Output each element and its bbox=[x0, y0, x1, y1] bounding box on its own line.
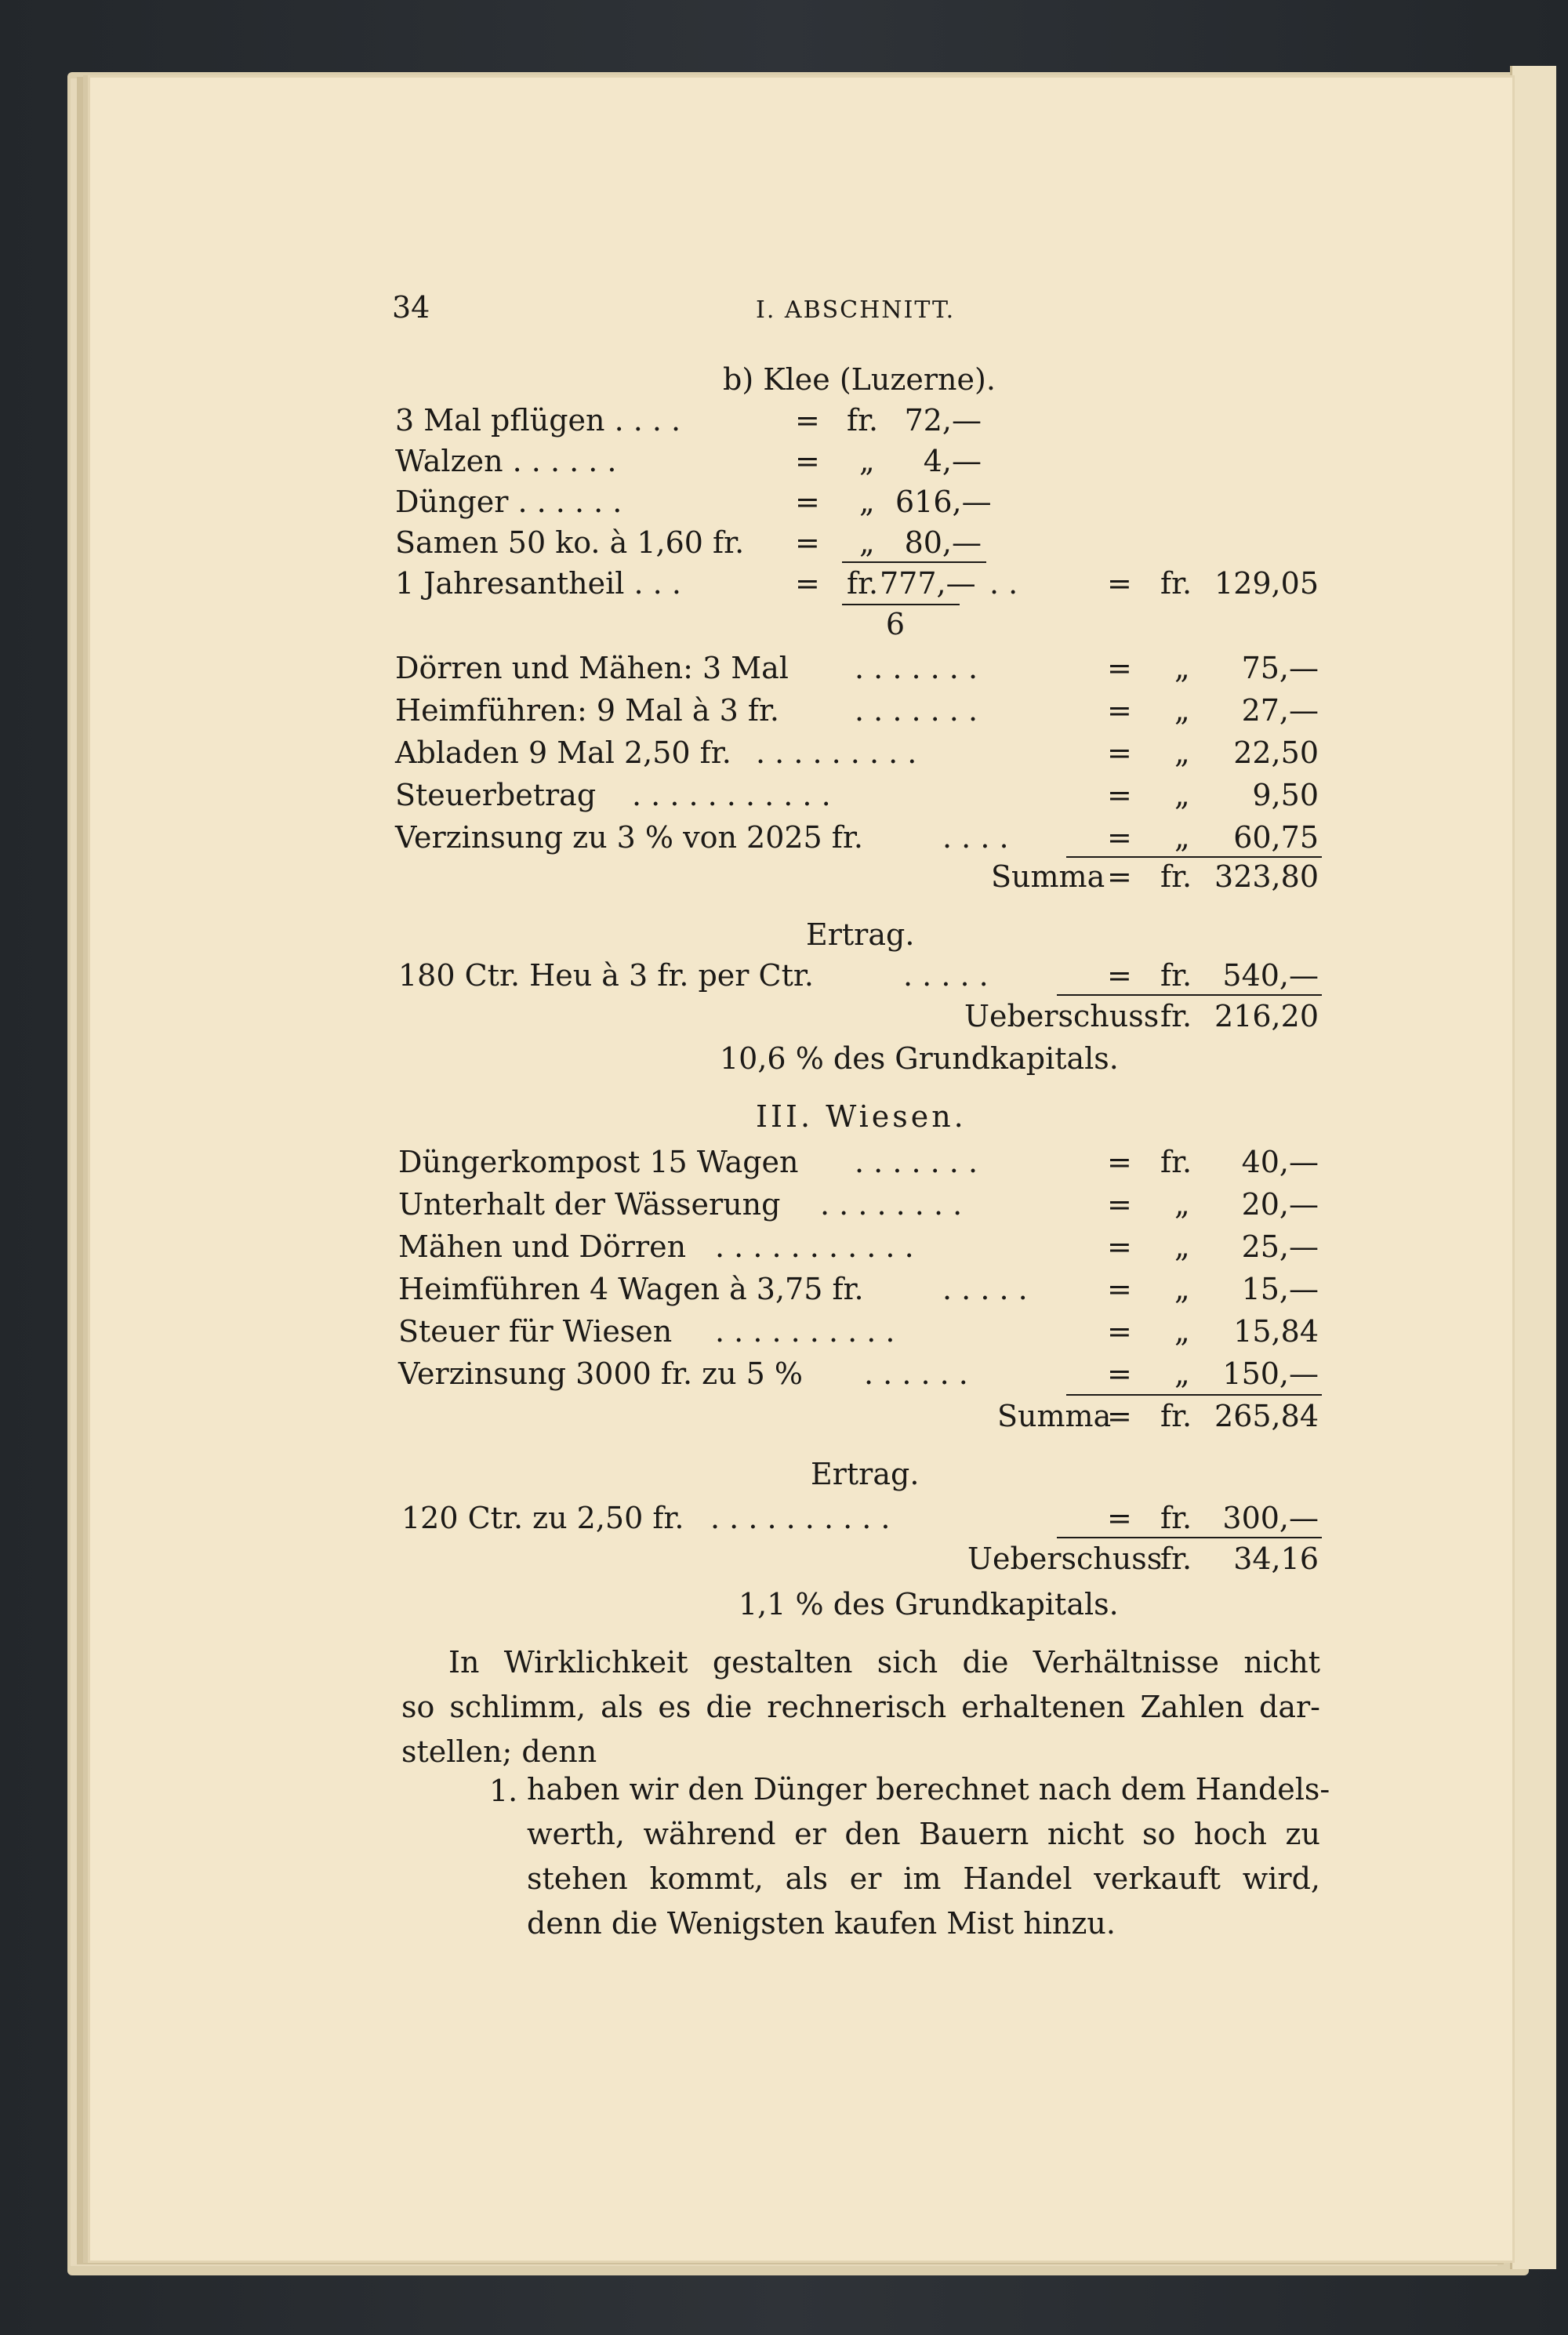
ertrag-heading: Ertrag. bbox=[806, 917, 915, 952]
list-item-number: 1. bbox=[489, 1774, 518, 1808]
section-heading-klee: b) Klee (Luzerne). bbox=[723, 362, 996, 397]
page-number: 34 bbox=[392, 290, 430, 325]
text-line: stehen kommt, als er im Handel verkauft wird, bbox=[527, 1861, 1320, 1896]
ertrag-heading: Ertrag. bbox=[811, 1457, 920, 1491]
fraction-divisor: 6 bbox=[885, 607, 906, 641]
list-item bbox=[527, 1767, 1330, 1946]
total-rule bbox=[1066, 1394, 1322, 1396]
facing-page-edge bbox=[1510, 66, 1556, 2269]
running-head: I. ABSCHNITT. bbox=[756, 296, 956, 324]
book-page: 34 I. ABSCHNITT. b) Klee (Luzerne). 3 Mal pflügen . . . . = fr. 72,— Walzen . . . . . . = „ 4,— Dünger . . . . . . = „ 616,— Samen 50 ko. à 1,60 fr. = „ 80,— 1 Jahresantheil . . . = fr. 777,— . . = fr. 129,05 6 Dörren und Mähen: 3 Mal . . . . . . . = „ 75,— Heimführen: 9 Mal à 3 fr. . . . . . . . = „ 27,— Abladen 9 Mal 2,50 fr. . . . . . . . . . = „ 22,50 Steuerbetrag . . . . . . . . . . . = „ 9,50 Verzinsung zu 3 % von 2025 fr. . . . . = „ 60,75 Summa = fr. 323,80 Ertrag. 180 Ctr. Heu à 3 fr. per Ctr. . . . . . = fr. 540,— Ueberschuss fr. 216,20 10,6 % des Grundkapitals. III. Wiesen. Düngerkompost 15 Wagen . . . . . . . = fr. 40,— Unterhalt der Wässerung . . . . . . . . = „ 20,— Mähen und Dörren . . . . . . . . . . . = „ 25,— Heimführen 4 Wagen à 3,75 fr. . . . . . = „ 15,— Steuer für Wiesen . . . . . . . . . . = „ 15,84 Verzinsung 3000 fr. zu 5 % . . . . . . = „ 150,— Summa = fr. 265,84 Ertrag. 120 Ctr. zu 2,50 fr. . . . . . . . . . . = fr. 300,— Ueberschuss fr. 34,16 1,1 % des Grundkapitals. In Wirklichkeit gestalten sich die Verhältnisse nicht so schlimm, als es die rechnerisch erhaltenen Zahlen dar- stellen; denn 1. haben wir den Dünger berechnet nach dem Handels- werth, während er den Bauern nicht so hoch zu stehen kommt, als er im Handel verkauft wird, denn die Wenigsten kaufen Mist hinzu. bbox=[88, 75, 1515, 2263]
text-line: haben wir den Dünger berechnet nach dem Handels- bbox=[527, 1772, 1330, 1807]
wiesen-percent: 1,1 % des Grundkapitals. bbox=[739, 1587, 1119, 1621]
text-line: werth, während er den Bauern nicht so hoch zu bbox=[527, 1817, 1320, 1851]
text-line: so schlimm, als es die rechnerisch erhaltenen Zahlen dar- bbox=[401, 1690, 1320, 1724]
klee-percent: 10,6 % des Grundkapitals. bbox=[720, 1041, 1119, 1076]
subtotal-rule bbox=[842, 561, 986, 563]
text-line: denn die Wenigsten kaufen Mist hinzu. bbox=[527, 1906, 1116, 1941]
text-line: stellen; denn bbox=[401, 1734, 597, 1769]
total-rule bbox=[1066, 856, 1322, 858]
body-paragraph bbox=[401, 1640, 1320, 1774]
total-rule bbox=[1057, 994, 1322, 996]
fraction-rule bbox=[842, 604, 960, 605]
section-heading-wiesen: III. Wiesen. bbox=[756, 1099, 967, 1134]
text-line: In Wirklichkeit gestalten sich die Verhältnisse nicht bbox=[448, 1645, 1320, 1680]
total-rule bbox=[1057, 1537, 1322, 1538]
